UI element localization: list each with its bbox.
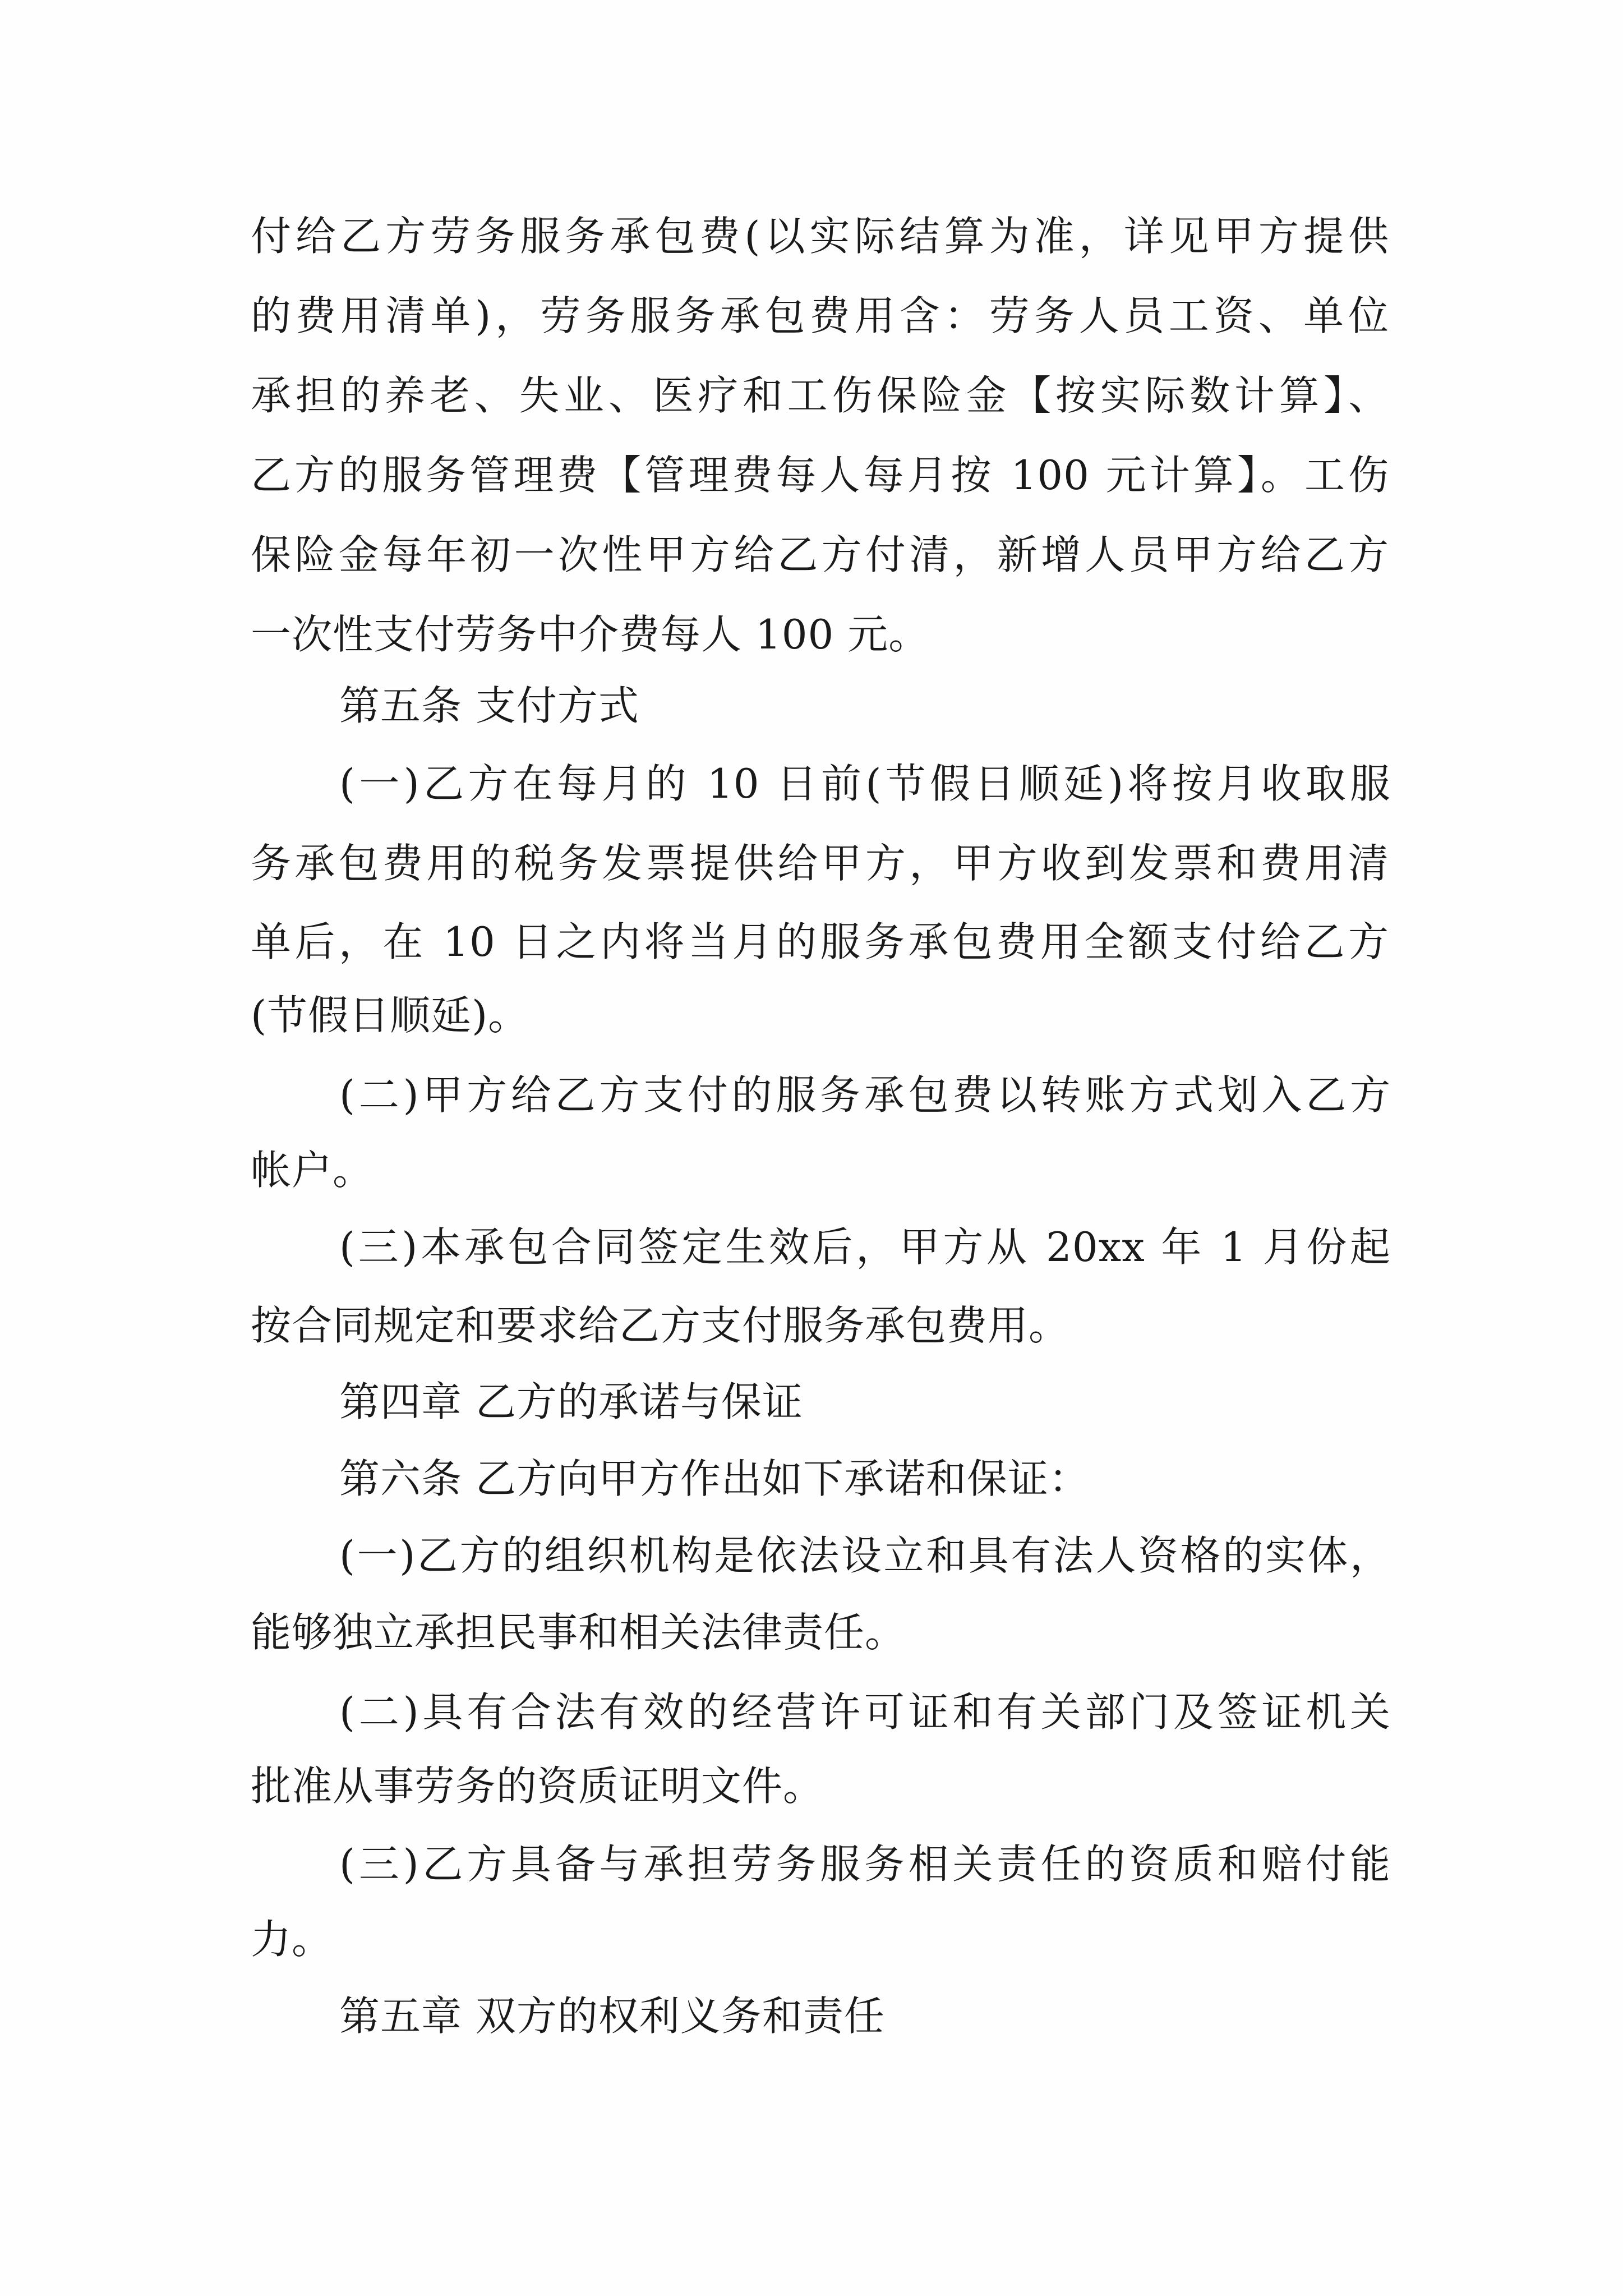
chapter-heading: 第五章 双方的权利义务和责任	[339, 1993, 885, 2040]
body-text-line: 单后，在 10 日之内将当月的服务承包费用全额支付给乙方	[251, 918, 1389, 965]
body-text-line: 一次性支付劳务中介费每人 100 元。	[251, 611, 930, 658]
body-text-line: 务承包费用的税务发票提供给甲方，甲方收到发票和费用清	[251, 840, 1389, 887]
article-heading: 第五条 支付方式	[339, 682, 639, 729]
body-text-line: 的费用清单)，劳务服务承包费用含：劳务人员工资、单位	[251, 292, 1389, 339]
body-text-line: (一)乙方在每月的 10 日前(节假日顺延)将按月收取服	[339, 760, 1391, 807]
body-text-line: 保险金每年初一次性甲方给乙方付清，新增人员甲方给乙方	[251, 531, 1389, 578]
body-text-line: (二)具有合法有效的经营许可证和有关部门及签证机关	[339, 1688, 1391, 1736]
body-text-line: 乙方的服务管理费【管理费每人每月按 100 元计算】。工伤	[251, 452, 1389, 499]
body-text-line: 按合同规定和要求给乙方支付服务承包费用。	[251, 1302, 1070, 1349]
body-text-line: (三)乙方具备与承担劳务服务相关责任的资质和赔付能	[339, 1841, 1391, 1888]
body-text-line: 批准从事劳务的资质证明文件。	[251, 1763, 824, 1810]
body-text-line: 力。	[251, 1916, 333, 1963]
body-text-line: (二)甲方给乙方支付的服务承包费以转账方式划入乙方	[339, 1071, 1391, 1119]
body-text-line: 承担的养老、失业、医疗和工伤保险金【按实际数计算】、	[251, 372, 1389, 419]
chapter-heading: 第四章 乙方的承诺与保证	[339, 1378, 803, 1425]
body-text-line: 能够独立承担民事和相关法律责任。	[251, 1609, 906, 1656]
body-text-line: 付给乙方劳务服务承包费(以实际结算为准，详见甲方提供	[251, 213, 1389, 260]
article-heading: 第六条 乙方向甲方作出如下承诺和保证：	[339, 1455, 1090, 1502]
body-text-line: 帐户。	[251, 1147, 374, 1194]
body-text-line: (三)本承包合同签定生效后，甲方从 20xx 年 1 月份起	[339, 1223, 1391, 1271]
body-text-line: (一)乙方的组织机构是依法设立和具有法人资格的实体，	[339, 1532, 1391, 1579]
body-text-line: (节假日顺延)。	[251, 992, 529, 1039]
